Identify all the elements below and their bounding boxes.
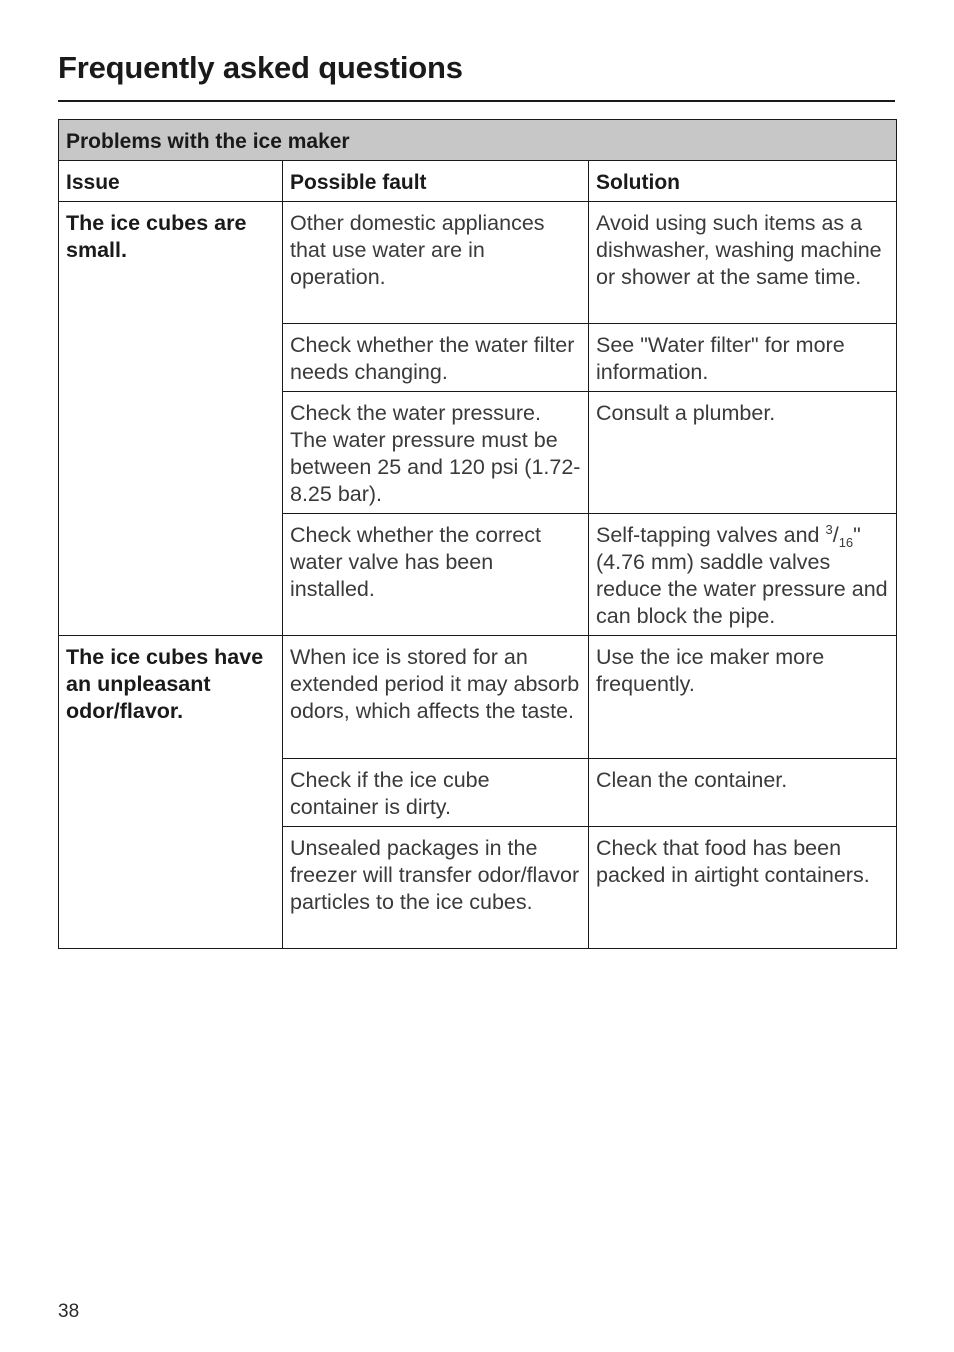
solution-cell: Consult a plumber. [589,392,897,514]
faq-table [58,119,897,949]
column-header-row [59,161,897,202]
fraction [825,522,854,550]
issue-cell: The ice cubes are small. [59,202,283,636]
section-title: Problems with the ice maker [59,120,897,161]
fault-cell: Other domestic appliances that use water are in operation. [283,202,589,324]
column-header-issue: Issue [59,161,283,202]
solution-cell: Use the ice maker more frequently. [589,636,897,759]
table-row [59,636,897,759]
fault-cell: Check whether the correct water valve has been installed. [283,514,589,636]
fraction-numerator: 3 [825,522,833,537]
title-divider [58,100,895,102]
issue-cell: The ice cubes have an unpleasant odor/flavor. [59,636,283,949]
fault-cell: Check whether the water filter needs changing. [283,324,589,392]
solution-text-after: " (4.76 mm) saddle valves reduce the water pressure and can block the pipe. [596,523,888,628]
fraction-denominator: 16 [838,535,854,550]
solution-cell: Check that food has been packed in airtight containers. [589,827,897,949]
solution-text-before: Self-tapping valves and [596,523,826,547]
solution-cell [589,514,897,636]
column-header-fault: Possible fault [283,161,589,202]
table-row [59,202,897,324]
fault-cell: Check the water pressure. The water pressure must be between 25 and 120 psi (1.72-8.25 bar). [283,392,589,514]
table-section-header [59,120,897,161]
fraction-slash: / [832,523,839,547]
fault-cell: Unsealed packages in the freezer will transfer odor/flavor particles to the ice cubes. [283,827,589,949]
fault-cell: When ice is stored for an extended period it may absorb odors, which affects the taste. [283,636,589,759]
solution-cell: See "Water filter" for more information. [589,324,897,392]
solution-cell: Avoid using such items as a dishwasher, washing machine or shower at the same time. [589,202,897,324]
page-title: Frequently asked questions [58,50,463,85]
page-number: 38 [58,1301,80,1322]
solution-cell: Clean the container. [589,759,897,827]
fault-cell: Check if the ice cube container is dirty. [283,759,589,827]
column-header-solution: Solution [589,161,897,202]
